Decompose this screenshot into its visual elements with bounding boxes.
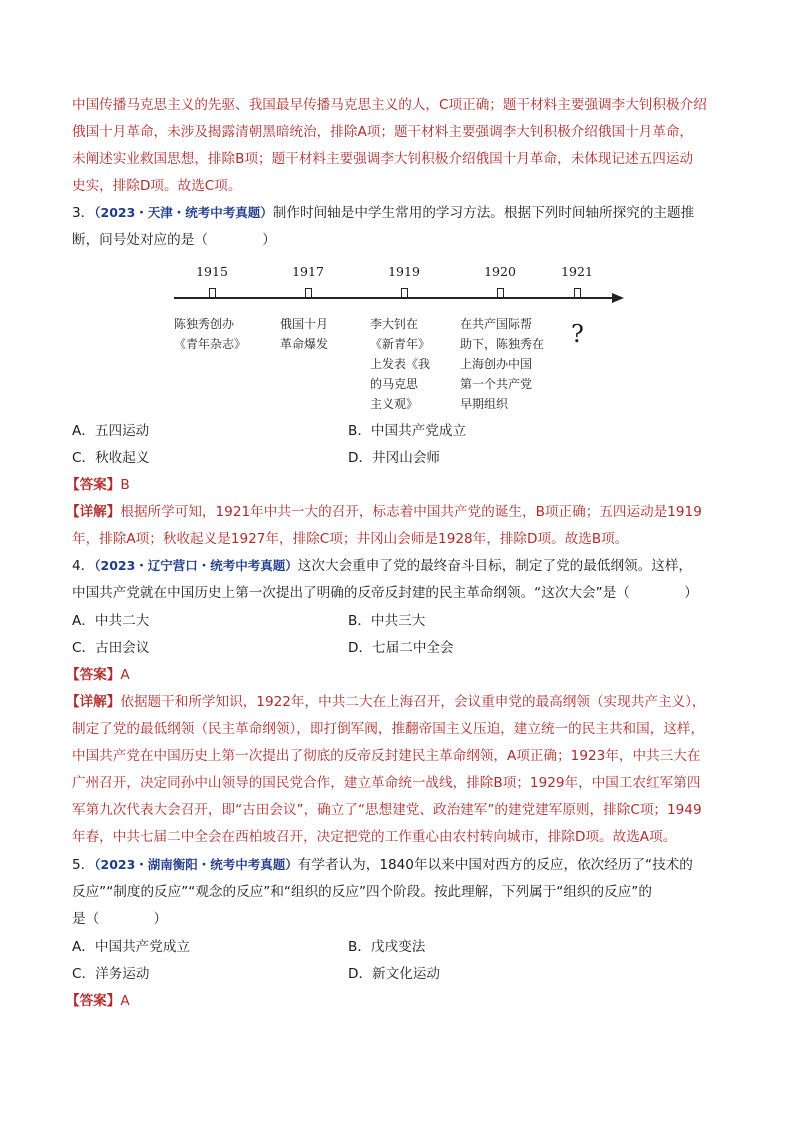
- q4-detail-line-5: 军第九次代表大会召开，即“古田会议”，确立了“思想建党、政治建军”的建党建军原则，排除C项；1949: [72, 802, 702, 818]
- q5-stem-line-2: 反应”“制度的反应”“观念的反应”和“组织的反应”四个阶段。按此理解，下列属于“组织的反应”的: [72, 884, 652, 900]
- q3-stem-line-2: 断，问号处对应的是（ ）: [72, 232, 276, 248]
- timeline-arrow-icon: [612, 293, 624, 303]
- timeline-axis: [174, 297, 614, 299]
- q5-option-c: C．洋务运动: [72, 966, 150, 982]
- q2-analysis-line-3: 未阐述实业救国思想，排除B项；题干材料主要强调李大钊积极介绍俄国十月革命，未体现记述五四运动: [72, 151, 694, 167]
- q4-source: （2023・辽宁营口・统考中考真题）: [94, 558, 298, 573]
- q5-stem-line-3: 是（ ）: [72, 911, 168, 927]
- q5-option-b: B．戊戌变法: [348, 939, 426, 955]
- q5-source: （2023・湖南衡阳・统考中考真题）: [94, 857, 298, 872]
- q3-stem-text: 制作时间轴是中学生常用的学习方法。根据下列时间轴所探究的主题推: [272, 205, 695, 221]
- q5-number: 5．: [72, 857, 95, 873]
- timeline-year-1917: 1917: [292, 264, 324, 279]
- detail-tag: 【详解】: [66, 504, 121, 520]
- timeline-tick: [305, 288, 312, 298]
- q5-option-d: D．新文化运动: [348, 966, 441, 982]
- q4-number: 4．: [72, 558, 95, 574]
- timeline-year-1920: 1920: [484, 264, 516, 279]
- detail-tag: 【详解】: [66, 694, 121, 710]
- answer-tag: 【答案】: [66, 993, 121, 1009]
- q5-answer-value: A: [120, 993, 130, 1009]
- answer-tag: 【答案】: [66, 667, 121, 683]
- timeline-year-1921: 1921: [561, 264, 593, 279]
- answer-tag: 【答案】: [66, 477, 121, 493]
- q2-analysis-line-2: 俄国十月革命，未涉及揭露清朝黑暗统治，排除A项；题干材料主要强调李大钊积极介绍俄国十月革命，: [72, 124, 694, 140]
- q3-source: （2023・天津・统考中考真题）: [94, 205, 273, 220]
- timeline-event-1917: 俄国十月 革命爆发: [280, 317, 329, 351]
- q3-option-b: B．中国共产党成立: [348, 423, 467, 439]
- q4-answer-value: A: [120, 667, 130, 683]
- q3-option-d: D．井冈山会师: [348, 450, 441, 466]
- q3-stem-line-1: [72, 204, 732, 222]
- q3-number: 3．: [72, 205, 95, 221]
- q4-detail-line-3: 中国共产党在中国历史上第一次提出了彻底的反帝反封建民主革命纲领，A项正确；1923年，中共三大在: [72, 748, 701, 764]
- q4-stem-text: 这次大会重申了党的最终奋斗目标，制定了党的最低纲领。这样，: [297, 558, 693, 574]
- q3-answer: [66, 476, 726, 494]
- q4-detail-line-1: [66, 693, 726, 711]
- q3-detail-line-1: [66, 503, 726, 521]
- timeline-year-1915: 1915: [196, 264, 228, 279]
- timeline-tick: [401, 288, 408, 298]
- q3-detail-line-2: 年，排除A项；秋收起义是1927年，排除C项；井冈山会师是1928年，排除D项。故选B项。: [72, 531, 629, 547]
- q2-analysis-line-4: 史实，排除D项。故选C项。: [72, 178, 242, 194]
- q4-option-b: B．中共三大: [348, 613, 426, 629]
- timeline-event-1920: 在共产国际帮 助下，陈独秀在 上海创办中国 第一个共产党 早期组织: [460, 317, 545, 411]
- q5-answer: [66, 992, 726, 1010]
- timeline-tick: [209, 288, 216, 298]
- q4-detail-line-6: 年春，中共七届二中全会在西柏坡召开，决定把党的工作重心由农村转向城市，排除D项。故选A项。: [72, 829, 677, 845]
- timeline-question-mark: ?: [571, 320, 584, 348]
- q4-option-c: C．古田会议: [72, 640, 150, 656]
- q5-stem-line-1: [72, 856, 732, 874]
- timeline-event-1919: 李大钊在 《新青年》 上发表《我 的马克思 主义观》: [370, 317, 431, 411]
- q3-timeline: [170, 262, 630, 412]
- q3-option-a: A．五四运动: [72, 423, 150, 439]
- q3-detail-text: 根据所学可知，1921年中共一大的召开，标志着中国共产党的诞生，B项正确；五四运动是1919: [120, 504, 702, 520]
- q4-detail-text: 依据题干和所学知识，1922年，中共二大在上海召开，会议重申党的最高纲领（实现共产主义），: [120, 694, 706, 710]
- q3-answer-value: B: [120, 477, 130, 493]
- q5-option-a: A．中国共产党成立: [72, 939, 191, 955]
- timeline-tick: [497, 288, 504, 298]
- q4-stem-line-1: [72, 557, 732, 575]
- q4-stem-line-2: 中国共产党就在中国历史上第一次提出了明确的反帝反封建的民主革命纲领。“这次大会”是（ ）: [72, 585, 698, 601]
- timeline-year-1919: 1919: [388, 264, 420, 279]
- q4-option-a: A．中共二大: [72, 613, 150, 629]
- q4-option-d: D．七届二中全会: [348, 640, 454, 656]
- q3-option-c: C．秋收起义: [72, 450, 150, 466]
- q2-analysis-line-1: 中国传播马克思主义的先驱、我国最早传播马克思主义的人，C项正确；题干材料主要强调李大钊积极介绍: [72, 97, 707, 113]
- q5-stem-text: 有学者认为，1840年以来中国对西方的反应，依次经历了“技术的: [297, 857, 693, 873]
- q4-answer: [66, 666, 726, 684]
- timeline-event-1915: 陈独秀创办 《青年杂志》: [174, 317, 247, 351]
- q4-detail-line-2: 制定了党的最低纲领（民主革命纲领），即打倒军阀，推翻帝国主义压迫，建立统一的民主共和国，这样，: [72, 721, 705, 737]
- q4-detail-line-4: 广州召开，决定同孙中山领导的国民党合作，建立革命统一战线，排除B项；1929年，中国工农红军第四: [72, 775, 701, 791]
- timeline-tick: [574, 288, 581, 298]
